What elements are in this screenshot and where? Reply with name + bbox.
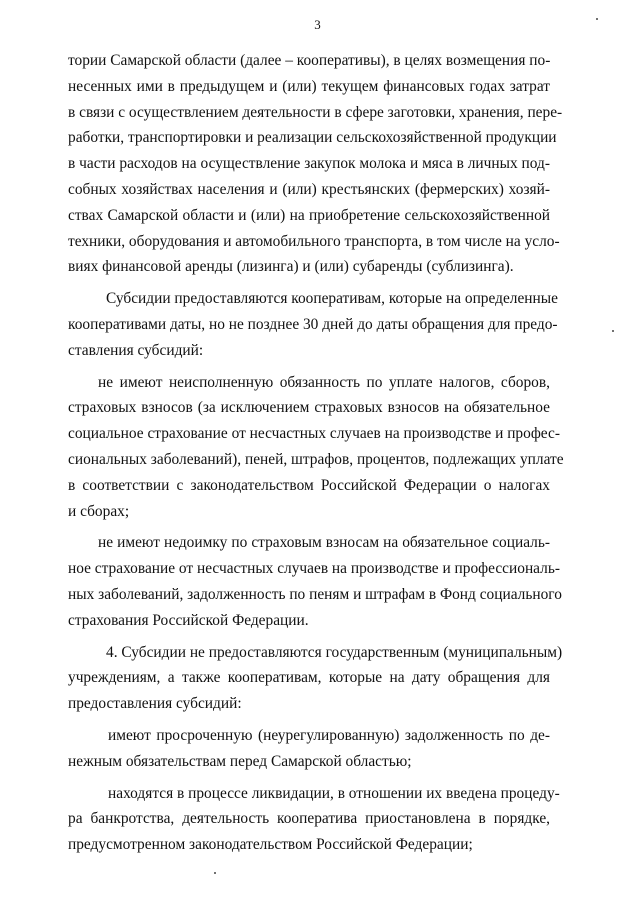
text-line: работки, транспортировки и реализации сельскохозяйственной продукции — [68, 129, 557, 147]
paragraph-item-4 — [68, 640, 563, 717]
paragraph-overdue-debt — [68, 723, 550, 775]
text-line: 4. Субсидии не предоставляются государственным (муниципальным) — [106, 643, 563, 661]
text-line: страхования Российской Федерации. — [68, 611, 309, 629]
text-line: учреждениям, а также кооперативам, которые на дату обращения для — [68, 669, 550, 687]
text-line: не имеют недоимку по страховым взносам на обязательное социаль- — [98, 534, 550, 552]
text-line: предоставления субсидий: — [68, 695, 242, 713]
text-line: нежным обязательствам перед Самарской областью; — [68, 752, 412, 770]
paragraph-liquidation — [68, 781, 560, 858]
text-line: предусмотренном законодательством Российской Федерации; — [68, 836, 473, 854]
text-line: сиональных заболеваний), пеней, штрафов, процентов, подлежащих уплате — [68, 450, 564, 468]
document-body — [68, 48, 564, 864]
text-line: в связи с осуществлением деятельности в сфере заготовки, хранения, пере- — [68, 103, 563, 121]
paragraph-no-tax-debt — [68, 370, 564, 525]
text-line: в соответствии с законодательством Российской Федерации о налогах — [68, 476, 550, 494]
paragraph-continuation — [68, 48, 563, 280]
text-line: ствах Самарской области и (или) на приобретение сельскохозяйственной — [68, 206, 550, 224]
text-line: социальное страхование от несчастных случаев на производстве и профес- — [68, 425, 560, 443]
text-line: ных заболеваний, задолженность по пеням и штрафам в Фонд социального — [68, 585, 562, 603]
page-number: 3 — [314, 17, 321, 32]
paragraph-no-insurance-arrears — [68, 530, 562, 633]
paragraph-subsidies-granted — [68, 286, 558, 363]
text-line: имеют просроченную (неурегулированную) задолженность по де- — [108, 726, 550, 744]
text-line: и сборах; — [68, 502, 130, 520]
text-line: Субсидии предоставляются кооперативам, которые на определенные — [106, 290, 558, 308]
text-line: ное страхование от несчастных случаев на производстве и профессиональ- — [68, 560, 560, 578]
text-line: ра банкротства, деятельность кооператива приостановлена в порядке, — [68, 810, 550, 828]
text-line: в части расходов на осуществление закупок молока и мяса в личных под- — [68, 155, 550, 173]
text-line: техники, оборудования и автомобильного транспорта, в том числе на усло- — [68, 232, 560, 250]
text-line: несенных ими в предыдущем и (или) текущем финансовых годах затрат — [68, 77, 550, 95]
text-line: не имеют неисполненную обязанность по уплате налогов, сборов, — [98, 373, 550, 391]
text-line: находятся в процессе ликвидации, в отношении их введена процеду- — [108, 784, 560, 802]
text-line: кооперативами даты, но не позднее 30 дней до даты обращения для предо- — [68, 315, 558, 333]
text-line: виях финансовой аренды (лизинга) и (или) субаренды (сублизинга). — [68, 258, 514, 276]
text-line: страховых взносов (за исключением страховых взносов на обязательное — [68, 399, 550, 417]
scan-speck — [214, 872, 216, 874]
scan-speck — [596, 18, 598, 20]
text-line: тории Самарской области (далее – кооперативы), в целях возмещения по- — [68, 52, 551, 69]
text-line: собных хозяйствах населения и (или) крестьянских (фермерских) хозяй- — [68, 180, 550, 198]
scan-speck — [612, 330, 614, 332]
text-line: ставления субсидий: — [68, 341, 204, 359]
